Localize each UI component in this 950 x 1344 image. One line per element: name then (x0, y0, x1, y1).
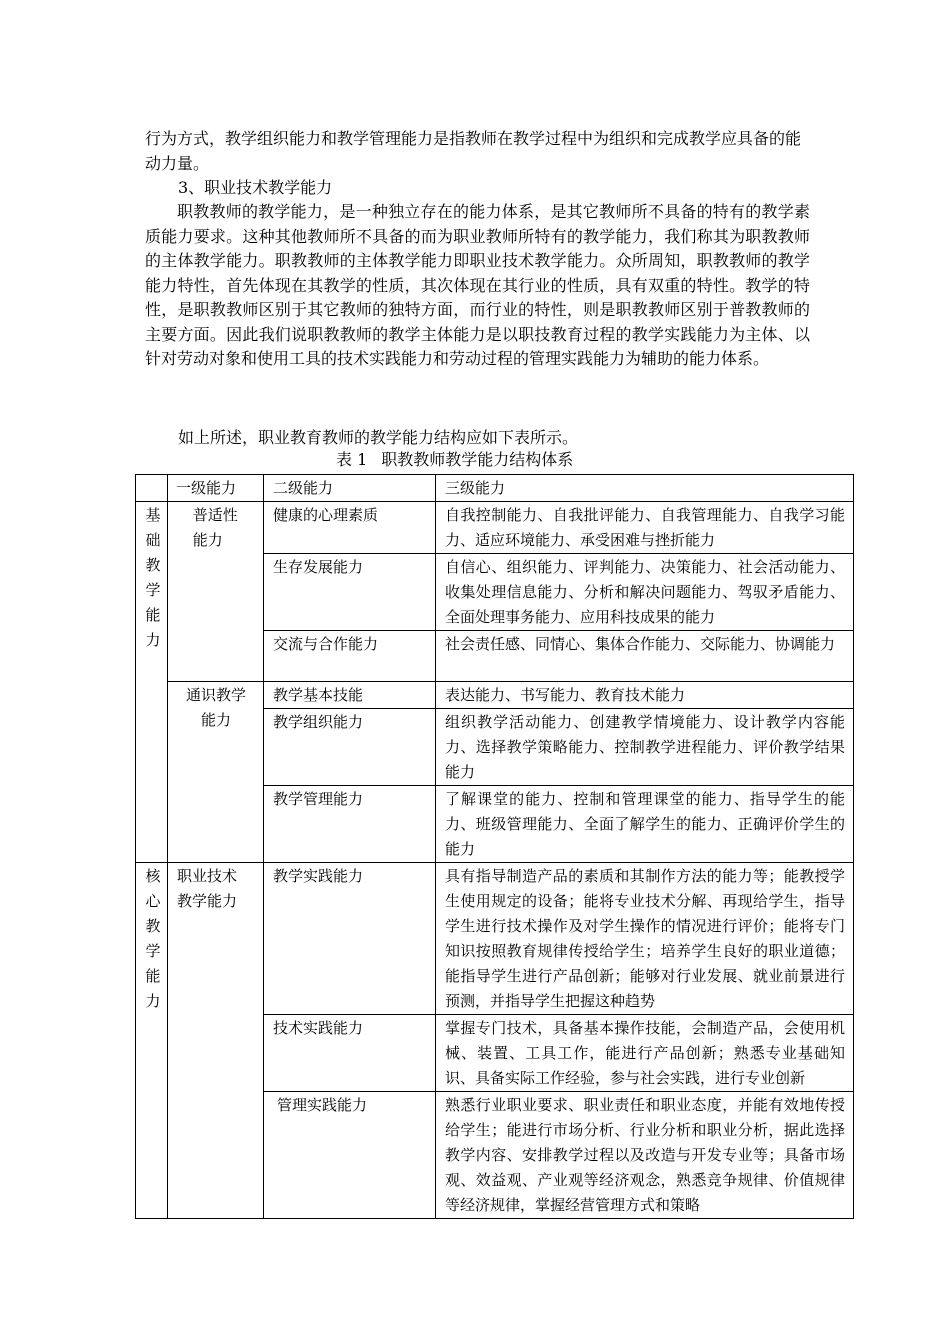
table-row (136, 502, 854, 554)
level3-cell: 表达能力、书写能力、教育技术能力 (436, 682, 854, 709)
level2-cell: 教学基本技能 (264, 682, 436, 709)
level2-cell: 交流与合作能力 (264, 631, 436, 682)
header-cell-level2: 二级能力 (264, 475, 436, 502)
level2-cell: 教学组织能力 (264, 709, 436, 786)
category-cell-core: 核心教学能力 (136, 863, 168, 1219)
level2-cell: 教学实践能力 (264, 863, 436, 1015)
capability-table (135, 474, 854, 1219)
header-cell-level1: 一级能力 (168, 475, 264, 502)
category-cell-basic: 基础教学能力 (136, 502, 168, 863)
level3-cell: 社会责任感、同情心、集体合作能力、交际能力、协调能力 (436, 631, 854, 682)
level2-cell: 技术实践能力 (264, 1015, 436, 1092)
table-row (136, 682, 854, 709)
header-cell-category (136, 475, 168, 502)
table-header-row (136, 475, 854, 502)
level3-cell: 自我控制能力、自我批评能力、自我管理能力、自我学习能力、适应环境能力、承受困难与挫折能力 (436, 502, 854, 554)
header-cell-level3: 三级能力 (436, 475, 854, 502)
level3-cell: 自信心、组织能力、评判能力、决策能力、社会活动能力、收集处理信息能力、分析和解决问题能力、驾驭矛盾能力、全面处理事务能力、应用科技成果的能力 (436, 554, 854, 631)
level3-cell: 掌握专门技术，具备基本操作技能，会制造产品，会使用机械、装置、工具工作，能进行产品创新；熟悉专业基础知识、具备实际工作经验，参与社会实践，进行专业创新 (436, 1015, 854, 1092)
level2-cell: 教学管理能力 (264, 786, 436, 863)
level3-cell: 组织教学活动能力、创建教学情境能力、设计教学内容能力、选择教学策略能力、控制教学进程能力、评价教学结果能力 (436, 709, 854, 786)
level3-cell: 具有指导制造产品的素质和其制作方法的能力等；能教授学生使用规定的设备；能将专业技术分解、再现给学生，指导学生进行技术操作及对学生操作的情况进行评价；能将专门知识按照教育规律传授给学生；培养学生良好的职业道德；能指导学生进行产品创新；能够对行业发展、就业前景进行预测，并指导学生把握这种趋势 (436, 863, 854, 1015)
section-heading: 3、职业技术教学能力 (178, 178, 333, 197)
table-caption-number: 表 1 (336, 450, 368, 469)
paragraph-main: 职教教师的教学能力，是一种独立存在的能力体系，是其它教师所不具备的特有的教学素质能力要求。这种其他教师所不具备的而为职业教师所特有的教学能力，我们称其为职教教师的主体教学能力。职教教师的主体教学能力即职业技术教学能力。众所周知，职教教师的教学能力特性，首先体现在其教学的性质，其次体现在其行业的性质，具有双重的特性。教学的特性，是职教教师区别于其它教师的独特方面，而行业的特性，则是职教教师区别于普教教师的主要方面。因此我们说职教教师的教学主体能力是以职技教育过程的教学实践能力为主体、以针对劳动对象和使用工具的技术实践能力和劳动过程的管理实践能力为辅助的能力体系。 (145, 202, 810, 368)
level1-cell-vocational: 职业技术教学能力 (168, 863, 264, 1219)
level1-cell-teaching: 通识教学能力 (168, 682, 264, 863)
table-row (136, 863, 854, 1015)
paragraph-continued: 行为方式，教学组织能力和教学管理能力是指教师在教学过程中为组织和完成教学应具备的能动力量。 (145, 129, 802, 173)
level2-cell: 管理实践能力 (264, 1092, 436, 1219)
level2-cell: 生存发展能力 (264, 554, 436, 631)
paragraph-intro: 如上所述，职业教育教师的教学能力结构应如下表所示。 (178, 428, 579, 447)
level1-cell-general: 普适性能力 (168, 502, 264, 682)
level3-cell: 熟悉行业职业要求、职业责任和职业态度，并能有效地传授给学生；能进行市场分析、行业分析和职业分析，据此选择教学内容、安排教学过程以及改造与开发专业等；具备市场观、效益观、产业观等经济观念，熟悉竞争规律、价值规律等经济规律，掌握经营管理方式和策略 (436, 1092, 854, 1219)
level2-cell: 健康的心理素质 (264, 502, 436, 554)
table-caption-title: 职教教师教学能力结构体系 (381, 450, 574, 469)
level3-cell: 了解课堂的能力、控制和管理课堂的能力、指导学生的能力、班级管理能力、全面了解学生的能力、正确评价学生的能力 (436, 786, 854, 863)
table-caption (336, 449, 573, 471)
